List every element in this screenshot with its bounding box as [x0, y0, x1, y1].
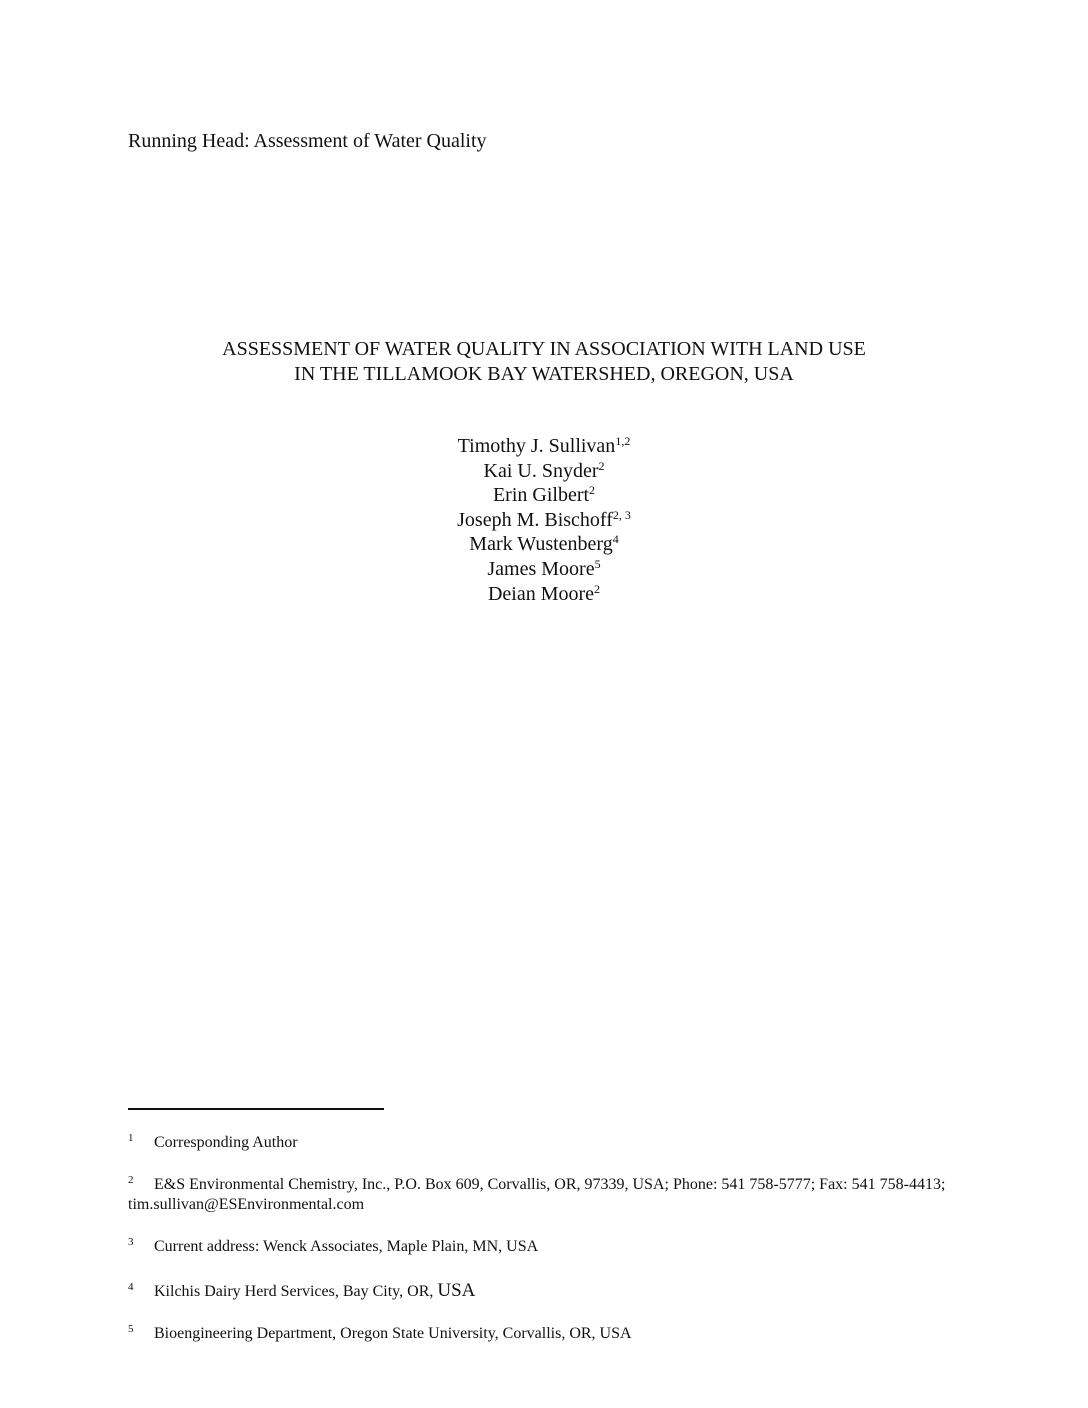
footnote-divider	[128, 1108, 384, 1110]
author-affiliation: 4	[612, 532, 619, 547]
author-name: Mark Wustenberg	[469, 533, 613, 556]
author-affiliation: 2	[589, 483, 596, 498]
author-name: Joseph M. Bischoff	[457, 508, 613, 531]
footnote-text-tail: USA	[437, 1280, 476, 1301]
author	[0, 434, 1088, 459]
footnote-text: Corresponding Author	[154, 1134, 298, 1151]
author-affiliation: 2	[598, 458, 605, 473]
author-affiliation: 2	[594, 581, 601, 596]
footnote-text: Current address: Wenck Associates, Maple Plain, MN, USA	[154, 1238, 539, 1255]
author	[0, 582, 1088, 607]
author-name: Timothy J. Sullivan	[457, 435, 616, 457]
title-line-1: ASSESSMENT OF WATER QUALITY IN ASSOCIATION WITH LAND USE	[222, 338, 866, 360]
author-name: James Moore	[487, 557, 595, 580]
author-name: Deian Moore	[487, 582, 595, 605]
paper-title	[0, 337, 1088, 387]
title-line-2: IN THE TILLAMOOK BAY WATERSHED, OREGON, USA	[294, 363, 794, 385]
author	[0, 508, 1088, 533]
author-list	[0, 434, 1088, 606]
author-name: Kai U. Snyder	[483, 459, 599, 482]
author	[0, 483, 1088, 508]
author-affiliation: 2, 3	[612, 507, 631, 522]
footnote: 1 Corresponding Author	[128, 1132, 298, 1151]
footnote: 5 Bioengineering Department, Oregon State University, Corvallis, OR, USA	[128, 1323, 632, 1342]
author-affiliation: 5	[594, 556, 601, 571]
footnote-text: E&S Environmental Chemistry, Inc., P.O. Box 609, Corvallis, OR, 97339, USA; Phone: 541 758-5777; Fax: 541 758-4413; tim.sullivan@ESEnvironmental.com	[128, 1176, 946, 1213]
author-affiliation: 1,2	[615, 434, 631, 448]
footnote: 2 E&S Environmental Chemistry, Inc., P.O. Box 609, Corvallis, OR, 97339, USA; Phone: 541 758-5777; Fax: 541 758-4413; tim.sullivan@ESEnvironmental.com	[128, 1174, 946, 1213]
author-name: Erin Gilbert	[492, 484, 590, 507]
footnote-text: Kilchis Dairy Herd Services, Bay City, OR,	[154, 1283, 434, 1300]
footnote-text: Bioengineering Department, Oregon State University, Corvallis, OR, USA	[154, 1325, 632, 1342]
footnote: 3 Current address: Wenck Associates, Maple Plain, MN, USA	[128, 1236, 539, 1255]
author	[0, 532, 1088, 557]
running-head: Running Head: Assessment of Water Quality	[128, 130, 487, 152]
footnote: 4 Kilchis Dairy Herd Services, Bay City, OR, USA	[128, 1280, 476, 1301]
author	[0, 459, 1088, 484]
author	[0, 557, 1088, 582]
